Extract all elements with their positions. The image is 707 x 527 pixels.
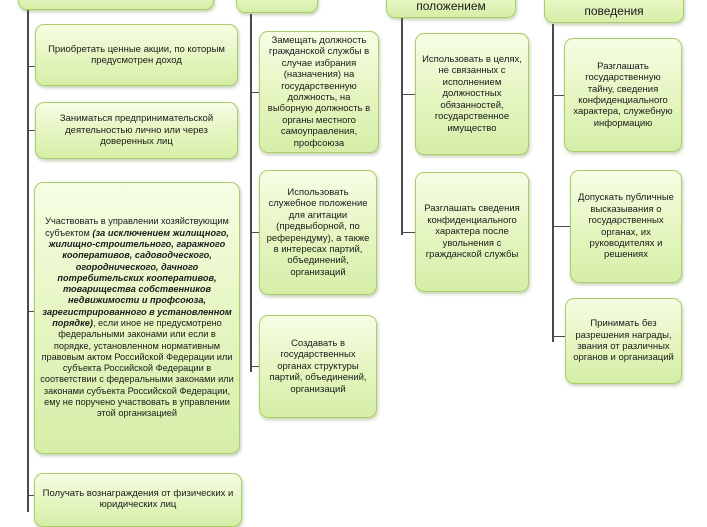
prohibition-box-business (35, 102, 238, 159)
management-text-conditions: , если иное не предусмотрено федеральными законами или если в порядке, установленном нормативным правовым актом Российской Федерации или субъекта Российской Федерации в соответствии с федеральными законами или законами субъекта Российской Федерации, ему не поручено участвовать в управлении этой организацией (40, 318, 234, 419)
column2-connector-3 (251, 366, 259, 367)
prohibition-box-position-election (259, 31, 379, 153)
column4-connector-2 (553, 226, 570, 227)
prohibition-box-management (34, 182, 240, 454)
prohibition-text-party-structures: Создавать в государственных органах структуры партий, объединений, организаций (269, 337, 367, 395)
column3-connector-vertical (401, 18, 403, 235)
prohibition-box-state-property (415, 33, 529, 155)
prohibition-text-remuneration: Получать вознаграждения от физических и юридических лиц (42, 488, 234, 511)
prohibition-box-party-structures (259, 315, 377, 418)
management-text-intro: Участвовать в управлении хозяйствующим субъектом (45, 216, 229, 238)
prohibition-text-securities: Приобретать ценные акции, по которым предусмотрен доход (48, 43, 225, 66)
column2-connector-2 (251, 232, 259, 233)
column2-header-box (236, 0, 318, 13)
column4-header-label: поведения (584, 4, 644, 18)
prohibition-text-business: Заниматься предпринимательской деятельностью лично или через доверенных лиц (59, 113, 214, 148)
column3-header-box (386, 0, 516, 18)
column4-connector-3 (553, 336, 565, 337)
prohibition-box-awards (565, 298, 682, 384)
prohibition-box-remuneration (34, 473, 242, 527)
prohibition-box-public-statements (570, 170, 682, 283)
management-text-exceptions: (за исключением жилищного, жилищно-строительного, гаражного кооперативов, садоводческого, огороднического, дачного потребительских кооперативов, товарищества собственников недвижимости и профсоюза, зарегистрированного в установленном порядке) (42, 227, 232, 328)
prohibition-box-state-secret (564, 38, 682, 152)
column4-connector-1 (553, 95, 564, 96)
prohibition-text-awards: Принимать без разрешения награды, звания от различных органов и организаций (573, 318, 674, 364)
column4-connector-vertical (552, 24, 554, 342)
prohibition-text-confidential-after: Разглашать сведения конфиденциального характера после увольнения с гражданской службы (424, 203, 520, 261)
prohibition-box-confidential-after (415, 172, 529, 292)
column4-header-box (544, 0, 684, 23)
column2-connector-vertical (250, 14, 252, 372)
column2-connector-1 (251, 92, 259, 93)
column3-connector-1 (402, 94, 415, 95)
prohibition-box-agitation (259, 170, 377, 295)
column1-connector-vertical (27, 0, 29, 512)
column3-header-label: положением (416, 0, 486, 13)
prohibition-text-public-statements: Допускать публичные высказывания о государственных органах, их руководителях и решениях (578, 192, 674, 261)
column1-header-box (18, 0, 214, 10)
prohibition-box-securities (35, 24, 238, 86)
prohibition-text-agitation: Использовать служебное положение для агитации (предвыборной, по референдуму), а также в интересах партий, объединений, организаций (266, 186, 370, 278)
column1-connector-2 (28, 130, 35, 131)
prohibition-text-state-secret: Разглашать государственную тайну, сведения конфиденциального характера, служебную информацию (573, 60, 673, 129)
column3-connector-2 (402, 232, 415, 233)
prohibition-text-position-election: Замещать должность гражданской службы в случае избрания (назначения) на государственную должность, на выборную должность в органы местного самоуправления, профсоюза (267, 34, 371, 149)
prohibition-text-state-property: Использовать в целях, не связанных с исполнением должностных обязанностей, государственное имущество (422, 54, 522, 134)
column1-connector-1 (28, 66, 35, 67)
